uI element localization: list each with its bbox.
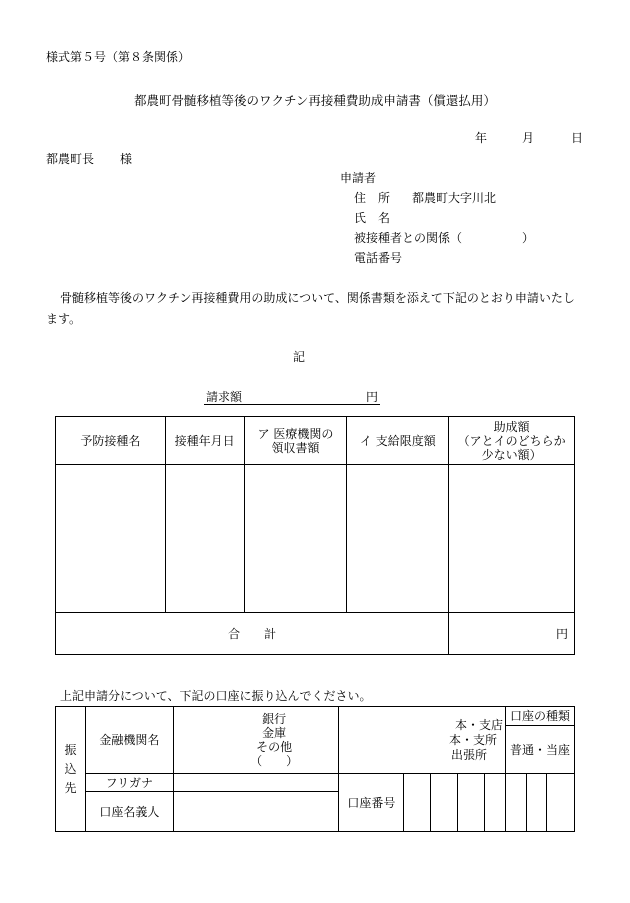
addressee-honorific: 様 xyxy=(120,152,133,166)
applicant-name-label: 氏 名 xyxy=(354,211,391,225)
date-day-label: 日 xyxy=(571,131,584,145)
account-type-label: 口座の種類 xyxy=(506,707,575,726)
addressee-name: 都農町長 xyxy=(46,152,95,166)
furigana-label: フリガナ xyxy=(85,774,173,792)
body-text-line-2: ます。 xyxy=(46,312,82,326)
bank-type-cell[interactable]: 銀行 金庫 その他 （ ） xyxy=(173,707,339,774)
cell-receipt[interactable] xyxy=(244,465,347,613)
header-receipt: ア 医療機関の 領収書額 xyxy=(244,417,347,465)
transfer-side-label: 振 込 先 xyxy=(56,707,86,832)
table-entry-row xyxy=(56,465,575,613)
applicant-heading: 申請者 xyxy=(340,171,377,185)
applicant-address-value: 都農町大字川北 xyxy=(412,191,497,205)
account-digit-5[interactable] xyxy=(506,774,527,832)
cell-vaccine-name[interactable] xyxy=(56,465,166,613)
header-limit: イ 支給限度額 xyxy=(347,417,449,465)
applicant-phone-label: 電話番号 xyxy=(354,251,403,265)
claim-underline xyxy=(204,404,380,405)
cell-subsidy[interactable] xyxy=(449,465,575,613)
applicant-relation-close: ） xyxy=(522,231,535,245)
holder-label: 口座名義人 xyxy=(85,792,173,832)
header-date: 接種年月日 xyxy=(165,417,244,465)
claim-unit: 円 xyxy=(366,390,379,404)
cell-date[interactable] xyxy=(165,465,244,613)
account-table xyxy=(55,706,575,832)
total-label: 合 計 xyxy=(56,613,449,655)
applicant-relation-label: 被接種者との関係（ xyxy=(354,231,463,245)
account-digit-7[interactable] xyxy=(546,774,574,832)
transfer-note: 上記申請分について、下記の口座に振り込んでください。 xyxy=(60,689,372,703)
date-year-label: 年 xyxy=(475,131,488,145)
header-subsidy: 助成額 （アとイのどちらか 少ない額） xyxy=(449,417,575,465)
table-total-row xyxy=(56,613,575,655)
form-number: 様式第５号（第８条関係） xyxy=(46,50,191,64)
document-title: 都農町骨髄移植等後のワクチン再接種費助成申請書（償還払用） xyxy=(134,93,496,108)
account-type-value[interactable]: 普通・当座 xyxy=(506,726,575,774)
account-digit-1[interactable] xyxy=(404,774,431,832)
institution-label: 金融機関名 xyxy=(85,707,173,774)
account-digit-2[interactable] xyxy=(431,774,458,832)
applicant-address-label: 住 所 xyxy=(354,191,391,205)
body-text-line-1: 骨髄移植等後のワクチン再接種費用の助成について、関係書類を添えて下記のとおり申請いたし xyxy=(60,291,575,305)
account-number-label: 口座番号 xyxy=(339,774,404,832)
claim-label: 請求額 xyxy=(206,390,243,404)
ki-heading: 記 xyxy=(293,350,306,364)
date-month-label: 月 xyxy=(522,131,535,145)
account-digit-6[interactable] xyxy=(527,774,547,832)
account-digit-3[interactable] xyxy=(458,774,485,832)
total-amount-cell[interactable]: 円 xyxy=(449,613,575,655)
vaccination-table xyxy=(55,416,575,655)
holder-input[interactable] xyxy=(173,792,339,832)
table-header-row xyxy=(56,417,575,465)
header-vaccine-name: 予防接種名 xyxy=(56,417,166,465)
branch-type-cell[interactable]: 本・支店 本・支所 出張所 xyxy=(339,707,506,774)
furigana-input[interactable] xyxy=(173,774,339,792)
cell-limit[interactable] xyxy=(347,465,449,613)
account-digit-4[interactable] xyxy=(485,774,506,832)
